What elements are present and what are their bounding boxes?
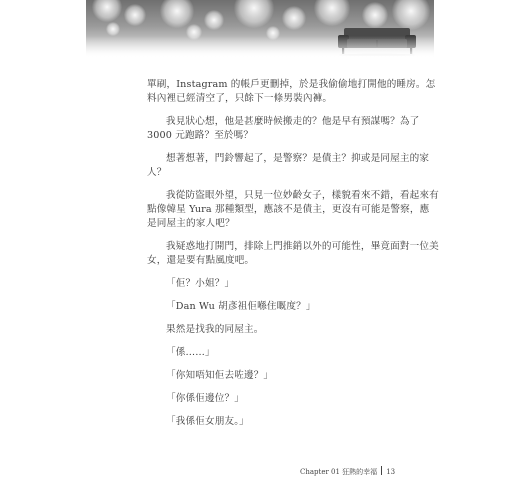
dialogue-line: 「係……」	[166, 347, 215, 358]
bokeh-light	[282, 6, 306, 30]
paragraph: 單刷，Instagram 的帳戶更刪掉，於是我偷偷地打開他的睡房。怎料內裡已經清空了，只餘下一條男裝內褲。	[147, 79, 436, 104]
dialogue-line: 「我係佢女朋友。」	[166, 416, 249, 427]
bokeh-light	[186, 24, 202, 40]
bokeh-light	[314, 0, 350, 26]
bokeh-light	[124, 4, 146, 26]
dialogue-line: 「Dan Wu 胡彥祖佢喺住嘅度？」	[166, 301, 316, 312]
paragraph: 果然是找我的同屋主。	[166, 324, 264, 335]
dialogue-line: 「你知唔知佢去咗邊？」	[166, 370, 274, 381]
bokeh-light	[160, 0, 194, 28]
page-number: 13	[386, 468, 396, 476]
bokeh-light	[204, 10, 224, 30]
paragraph: 我從防盜眼外望，只見一位妙齡女子，樣貌看來不錯，看起來有點像韓星 Yura 那種類型，應該不是債主，更沒有可能是警察，應是同屋主的家人吧？	[147, 190, 439, 229]
paragraph: 我見狀心想，他是甚麼時候搬走的？他是早有預謀嗎？為了 3000 元跑路？至於嗎？	[147, 116, 420, 141]
dialogue-line: 「你係佢邊位？」	[166, 393, 244, 404]
bokeh-light	[106, 22, 120, 36]
footer-divider	[381, 466, 382, 475]
chapter-body-text	[147, 78, 439, 438]
paragraph: 想著想著，門鈴響起了，是警察？是債主？抑或是同屋主的家人？	[147, 153, 430, 178]
paragraph: 我疑惑地打開門，排除上門推銷以外的可能性，畢竟面對一位美女，還是要有點風度吧。	[147, 241, 439, 266]
bokeh-light	[266, 26, 280, 40]
sofa-illustration	[336, 26, 418, 56]
bokeh-light	[234, 0, 274, 28]
header-photo	[86, 0, 434, 58]
bokeh-light	[362, 2, 388, 28]
page-footer	[300, 466, 460, 477]
bokeh-light	[92, 0, 122, 22]
dialogue-line: 「佢？小姐？」	[166, 278, 235, 289]
chapter-title: Chapter 01 狂熱的幸福	[300, 468, 378, 476]
